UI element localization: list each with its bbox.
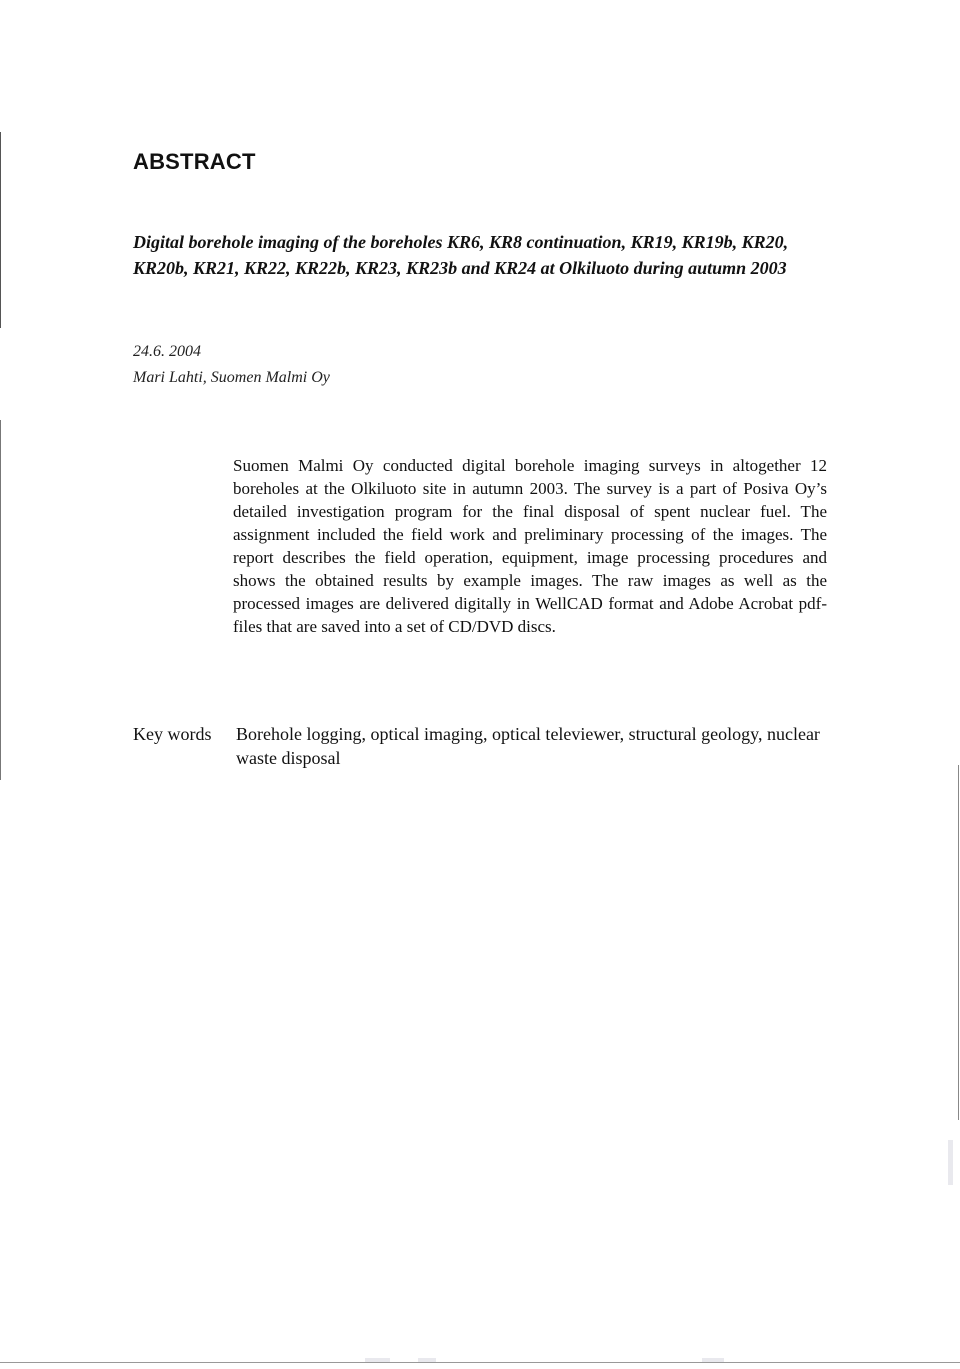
report-title: Digital borehole imaging of the boreholes KR6, KR8 continuation, KR19, KR19b, KR20, KR20b, KR21, KR22, KR22b, KR23, KR23b and KR24 at Olkiluoto during autumn 2003 <box>133 232 789 278</box>
report-date: 24.6. 2004 <box>133 343 201 360</box>
keywords-label: Key words <box>133 724 212 744</box>
scan-edge-left-top <box>0 132 1 328</box>
scan-edge-right <box>958 765 959 1120</box>
abstract-body: Suomen Malmi Oy conducted digital borehole imaging surveys in altogether 12 boreholes at the Olkiluoto site in autumn 2003. The survey is a part of Posiva Oy’s detailed investigation program for the final disposal of spent nuclear fuel. The assignment included the field work and preliminary processing of the images. The report describes the field operation, equipment, image processing procedures and shows the obtained results by example images. The raw images as well as the processed images are delivered digitally in WellCAD format and Adobe Acrobat pdf-files that are saved into a set of CD/DVD discs. <box>233 456 827 636</box>
report-author: Mari Lahti, Suomen Malmi Oy <box>133 369 330 386</box>
scan-mark-bottom-1 <box>365 1358 390 1362</box>
scan-edge-bottom <box>0 1362 960 1363</box>
keywords-value: Borehole logging, optical imaging, optical televiewer, structural geology, nuclear waste disposal <box>236 724 820 768</box>
scan-mark-bottom-2 <box>418 1358 436 1362</box>
report-meta <box>133 339 733 391</box>
abstract-heading: ABSTRACT <box>133 149 256 174</box>
scan-mark-right <box>948 1140 953 1185</box>
scan-edge-left-middle <box>0 420 1 780</box>
scan-mark-bottom-3 <box>702 1358 724 1362</box>
